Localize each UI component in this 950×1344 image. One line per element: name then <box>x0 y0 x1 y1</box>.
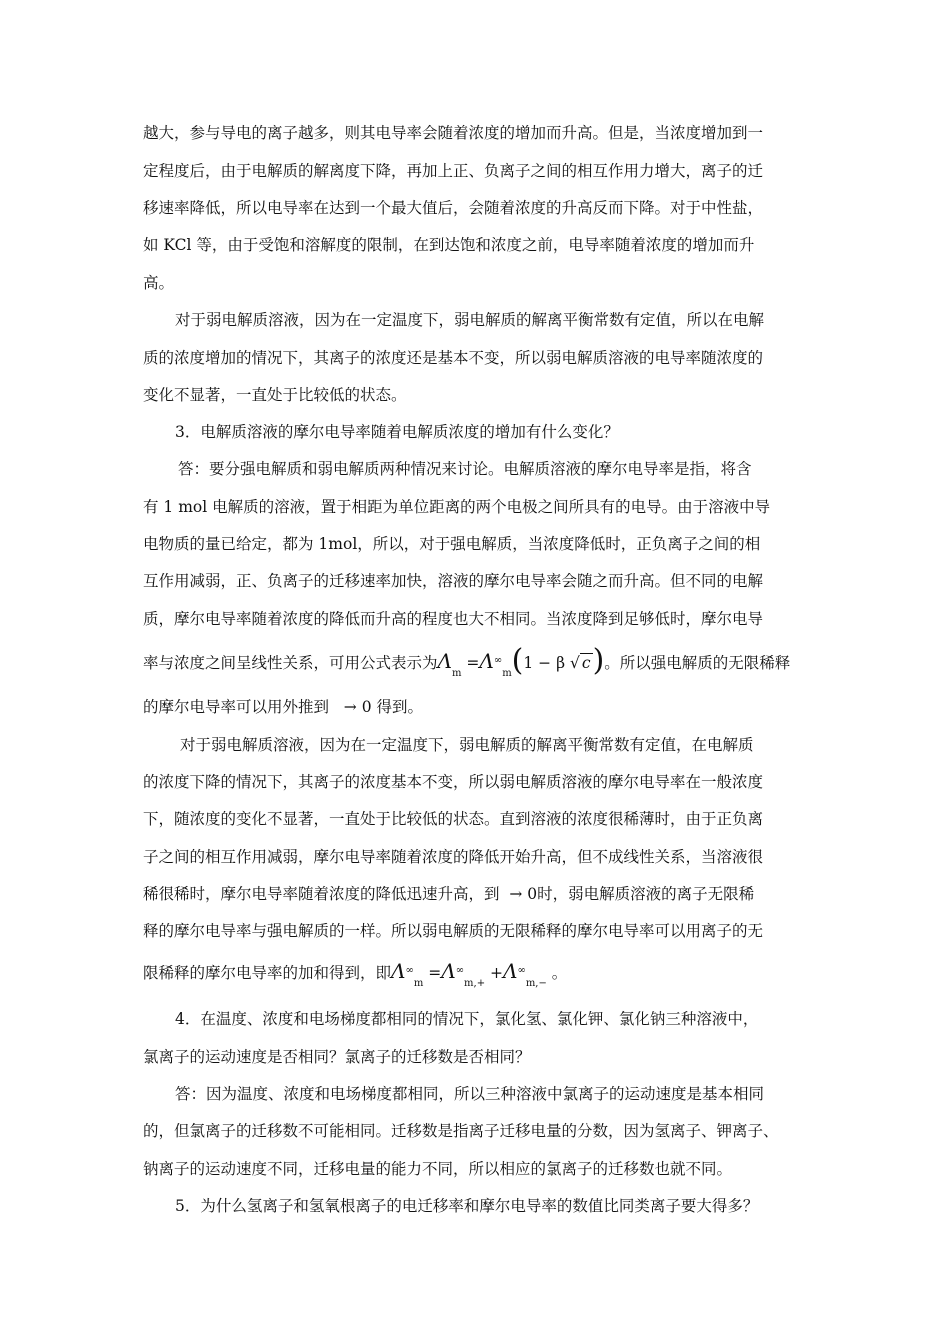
text-line: 钠离子的运动速度不同，迁移电量的能力不同，所以相应的氯离子的迁移数也就不同。 <box>143 1160 733 1178</box>
text-line: 定程度后，由于电解质的解离度下降，再加上正、负离子之间的相互作用力增大，离子的迁 <box>143 162 764 180</box>
text-line: 互作用减弱，正、负离子的迁移速率加快，溶液的摩尔电导率会随之而升高。但不同的电解 <box>143 572 764 590</box>
subscript-m-plus: m,+ <box>464 978 486 989</box>
text-line: 质的浓度增加的情况下，其离子的浓度还是基本不变，所以弱电解质溶液的电导率随浓度的 <box>143 349 764 367</box>
text-line: 释的摩尔电导率与强电解质的一样。所以弱电解质的无限稀释的摩尔电导率可以用离子的无 <box>143 922 764 940</box>
text-line: 如 KCl 等，由于受饱和溶解度的限制，在到达饱和浓度之前，电导率随着浓度的增加而升 <box>143 236 755 254</box>
text-fragment: 率与浓度之间呈线性关系，可用公式表示为 <box>143 654 438 672</box>
text-line: 的，但氯离子的迁移数不可能相同。迁移数是指离子迁移电量的分数，因为氢离子、钾离子、 <box>143 1122 779 1140</box>
superscript-infinity: ∞ <box>517 965 526 976</box>
text-fragment: 时，弱电解质溶液的离子无限稀 <box>537 885 755 903</box>
text-line-with-formula <box>143 960 813 987</box>
lambda-symbol: Λ <box>441 959 456 983</box>
text-fragment: 。所以强电解质的无限稀释 <box>604 654 791 672</box>
subscript-m-minus: m,− <box>525 978 547 989</box>
arrow-to-zero: → 0 <box>343 698 372 716</box>
text-line: 越大，参与导电的离子越多，则其电导率会随着浓度的增加而升高。但是，当浓度增加到一 <box>143 124 764 142</box>
superscript-infinity: ∞ <box>405 965 414 976</box>
one-minus-beta: 1 − β <box>523 654 566 672</box>
lambda-symbol: Λ <box>437 649 452 673</box>
text-line: 有 1 mol 电解质的溶液，置于相距为单位距离的两个电极之间所具有的电导。由于溶液中导 <box>143 498 771 516</box>
question-3: 3．电解质溶液的摩尔电导率随着电解质浓度的增加有什么变化？ <box>175 423 619 441</box>
question-4-cont: 氯离子的运动速度是否相同？氯离子的迁移数是否相同？ <box>143 1048 531 1066</box>
kohlrausch-formula: $\Lambda_m =\Lambda^\infty_m(1 - \beta$ √ c) <box>437 643 605 679</box>
superscript-infinity: ∞ <box>493 655 503 666</box>
plus-sign: + <box>490 964 504 982</box>
right-paren: ) <box>592 643 605 678</box>
left-paren: ( <box>511 643 524 678</box>
lambda-symbol: Λ <box>391 959 406 983</box>
text-line-with-formula <box>143 883 813 905</box>
text-line: 子之间的相互作用减弱，摩尔电导率随着浓度的降低开始升高，但不成线性关系，当溶液很 <box>143 848 764 866</box>
text-line: 答：因为温度、浓度和电场梯度都相同，所以三种溶液中氯离子的运动速度是基本相同 <box>175 1085 765 1103</box>
text-line-with-formula <box>143 696 813 718</box>
subscript-m: m <box>413 978 424 989</box>
text-fragment: 的摩尔电导率可以用外推到 <box>143 698 330 716</box>
question-4: 4．在温度、浓度和电场梯度都相同的情况下，氯化氢、氯化钾、氯化钠三种溶液中， <box>175 1010 759 1028</box>
text-fragment: 。 <box>551 964 568 982</box>
text-line: 变化不显著，一直处于比较低的状态。 <box>143 386 407 404</box>
text-line: 质，摩尔电导率随着浓度的降低而升高的程度也大不相同。当浓度降到足够低时，摩尔电导 <box>143 610 764 628</box>
ionic-sum-formula <box>391 959 547 989</box>
superscript-infinity: ∞ <box>455 965 465 976</box>
text-line: 移速率降低，所以电导率在达到一个最大值后，会随着浓度的升高反而下降。对于中性盐， <box>143 199 764 217</box>
text-line: 对于弱电解质溶液，因为在一定温度下，弱电解质的解离平衡常数有定值，所以在电解 <box>175 311 765 329</box>
text-line: 答：要分强电解质和弱电解质两种情况来讨论。电解质溶液的摩尔电导率是指，将含 <box>178 460 752 478</box>
text-line: 的浓度下降的情况下，其离子的浓度基本不变，所以弱电解质溶液的摩尔电导率在一般浓度 <box>143 773 764 791</box>
question-5: 5．为什么氢离子和氢氧根离子的电迁移率和摩尔电导率的数值比同类离子要大得多？ <box>175 1197 759 1215</box>
text-line: 下，随浓度的变化不显著，一直处于比较低的状态。直到溶液的浓度很稀薄时，由于正负离 <box>143 810 764 828</box>
subscript-m: m <box>451 668 462 679</box>
text-line: 电物质的量已给定，都为 1mol，所以，对于强电解质，当浓度降低时，正负离子之间的相 <box>143 535 761 553</box>
text-fragment: 稀很稀时，摩尔电导率随着浓度的降低迅速升高，到 <box>143 885 500 903</box>
concentration-c: c <box>581 654 591 672</box>
text-line: 高。 <box>143 274 175 292</box>
equals-sign: = <box>466 654 480 672</box>
text-line-with-formula <box>143 643 813 679</box>
text-fragment: 限稀释的摩尔电导率的加和得到，即 <box>143 964 392 982</box>
lambda-symbol: Λ <box>503 959 518 983</box>
text-line: 对于弱电解质溶液，因为在一定温度下，弱电解质的解离平衡常数有定值，在电解质 <box>180 736 754 754</box>
subscript-m: m <box>502 668 512 679</box>
arrow-to-zero: → 0 <box>509 885 538 903</box>
text-fragment: 得到。 <box>376 698 424 716</box>
equals-sign: = <box>428 964 442 982</box>
lambda-symbol: Λ <box>479 649 494 673</box>
